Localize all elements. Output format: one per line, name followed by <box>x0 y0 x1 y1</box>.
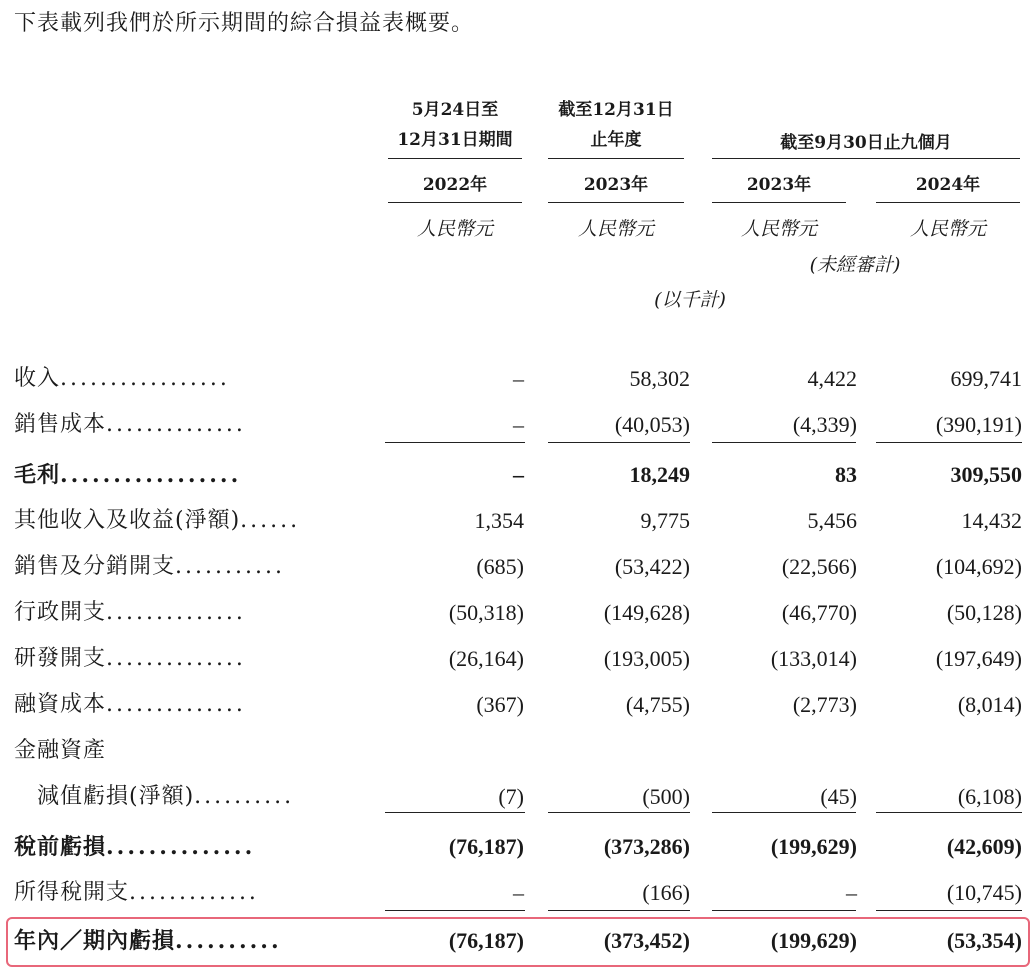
currency-label: 人民幣元 <box>577 218 654 240</box>
table-row <box>0 636 1032 682</box>
row-value: (199,629) <box>770 834 857 859</box>
leader-dots: .......... <box>175 928 282 954</box>
row-value: 5,456 <box>807 508 857 533</box>
row-label <box>14 870 356 916</box>
year-rule <box>712 202 846 203</box>
row-label-text: 其他收入及收益(淨額) <box>14 508 241 533</box>
row-label <box>14 824 356 870</box>
subtotal-rule <box>385 910 525 911</box>
subtotal-rule <box>876 910 1022 911</box>
row-label-text: 年內／期內虧損 <box>14 928 176 954</box>
row-value: (76,187) <box>448 834 524 859</box>
intro-text: 下表載列我們於所示期間的綜合損益表概要。 <box>14 11 475 36</box>
year-label: 2022年 <box>422 175 488 195</box>
row-label-text: 研發開支 <box>14 646 107 671</box>
row-value: (197,649) <box>935 646 1022 671</box>
row-label-text: 收入 <box>14 366 61 391</box>
row-value: (8,014) <box>957 692 1022 717</box>
leader-dots: ............. <box>129 880 259 905</box>
year-label: 2023年 <box>746 175 812 195</box>
row-label <box>14 728 356 774</box>
row-value: 309,550 <box>950 462 1022 487</box>
row-value: (4,339) <box>792 412 857 437</box>
highlight-box <box>6 917 1030 967</box>
row-value: (50,128) <box>946 600 1022 625</box>
subtotal-rule <box>548 910 690 911</box>
table-row <box>0 682 1032 728</box>
leader-dots: .............. <box>106 646 246 671</box>
leader-dots: ................. <box>60 462 242 488</box>
row-label-text: 行政開支 <box>14 600 107 625</box>
table-row <box>0 498 1032 544</box>
row-value: 9,775 <box>640 508 690 533</box>
leader-dots: .............. <box>106 692 246 717</box>
leader-dots: ................. <box>60 366 230 391</box>
row-label-text: 銷售及分銷開支 <box>14 554 176 579</box>
row-value: (42,609) <box>946 834 1022 859</box>
row-value: (40,053) <box>614 412 690 437</box>
table-row <box>0 590 1032 636</box>
subtotal-rule <box>876 812 1022 813</box>
row-label-text: 銷售成本 <box>14 412 107 437</box>
row-value: (166) <box>642 880 690 905</box>
row-label-text: 減值虧損(淨額) <box>14 784 195 809</box>
row-value: 699,741 <box>950 366 1022 391</box>
row-label <box>14 356 356 402</box>
row-value: (6,108) <box>957 784 1022 809</box>
leader-dots: .......... <box>194 784 295 809</box>
column-header-2022 <box>388 95 522 155</box>
row-value: (53,354) <box>946 928 1022 953</box>
row-value: 14,432 <box>961 508 1022 533</box>
currency-label: 人民幣元 <box>740 218 817 240</box>
group-header-nine-months: 截至9月30日止九個月 <box>780 133 952 153</box>
leader-dots: .............. <box>106 600 246 625</box>
row-value: (199,629) <box>770 928 857 953</box>
header-rule <box>388 158 522 159</box>
row-value: (4,755) <box>625 692 690 717</box>
row-value <box>540 728 690 774</box>
year-rule <box>388 202 522 203</box>
subtotal-rule <box>876 442 1022 443</box>
row-label <box>14 682 356 728</box>
row-label <box>14 590 356 636</box>
row-value: (46,770) <box>781 600 857 625</box>
table-row <box>0 728 1032 774</box>
row-value: (373,286) <box>603 834 690 859</box>
column-header-line: 5月24日至 <box>411 100 499 120</box>
row-label-text: 毛利 <box>14 462 61 488</box>
row-value: (500) <box>642 784 690 809</box>
row-value <box>370 728 524 774</box>
year-label: 2023年 <box>583 175 649 195</box>
row-value: – <box>513 462 524 487</box>
row-value: (149,628) <box>603 600 690 625</box>
column-header-line: 12月31日期間 <box>397 130 513 150</box>
row-value: 4,422 <box>807 366 857 391</box>
row-label <box>14 636 356 682</box>
row-value: (133,014) <box>770 646 857 671</box>
leader-dots: ...... <box>240 508 301 533</box>
row-value: (685) <box>476 554 524 579</box>
row-value: (193,005) <box>603 646 690 671</box>
subtotal-rule <box>712 910 856 911</box>
row-label-text: 稅前虧損 <box>14 834 107 860</box>
row-label <box>14 544 356 590</box>
row-value: – <box>513 366 524 391</box>
row-value: 1,354 <box>474 508 524 533</box>
table-row <box>0 824 1032 870</box>
row-value: (76,187) <box>448 928 524 953</box>
leader-dots: ........... <box>175 554 285 579</box>
subtotal-rule <box>712 812 856 813</box>
subtotal-rule <box>385 812 525 813</box>
leader-dots: .............. <box>106 834 256 860</box>
row-value: (45) <box>820 784 857 809</box>
column-header-line: 截至12月31日 <box>558 100 674 120</box>
row-value: (50,318) <box>448 600 524 625</box>
row-value: – <box>513 880 524 905</box>
currency-label: 人民幣元 <box>909 218 986 240</box>
row-value: (7) <box>498 784 524 809</box>
row-value: (10,745) <box>946 880 1022 905</box>
currency-label: 人民幣元 <box>416 218 493 240</box>
row-label <box>14 402 356 448</box>
row-label <box>14 452 356 498</box>
leader-dots: .............. <box>106 412 246 437</box>
row-value: (26,164) <box>448 646 524 671</box>
row-value: (104,692) <box>935 554 1022 579</box>
table-row <box>0 356 1032 402</box>
table-row <box>0 544 1032 590</box>
row-value: 58,302 <box>629 366 690 391</box>
row-value: (22,566) <box>781 554 857 579</box>
header-rule <box>712 158 1020 159</box>
row-value: – <box>513 412 524 437</box>
row-label-text: 金融資產 <box>14 738 107 763</box>
row-label <box>14 774 356 820</box>
row-value: – <box>846 880 857 905</box>
row-value: 18,249 <box>629 462 690 487</box>
unaudited-note: (未經審計) <box>809 254 901 276</box>
subtotal-rule <box>548 442 690 443</box>
row-value: (373,452) <box>603 928 690 953</box>
row-value <box>870 728 1022 774</box>
table-row <box>0 774 1032 820</box>
subtotal-rule <box>712 442 856 443</box>
subtotal-rule <box>385 442 525 443</box>
row-value <box>705 728 857 774</box>
row-value: (53,422) <box>614 554 690 579</box>
table-row <box>0 452 1032 498</box>
year-rule <box>548 202 684 203</box>
unit-note: (以千計) <box>654 289 726 311</box>
year-label: 2024年 <box>915 175 981 195</box>
row-value: (390,191) <box>935 412 1022 437</box>
row-value: (2,773) <box>792 692 857 717</box>
row-label <box>14 498 356 544</box>
row-value: 83 <box>835 462 857 487</box>
row-label-text: 所得稅開支 <box>14 880 130 905</box>
column-header-line: 止年度 <box>590 130 642 150</box>
header-rule <box>548 158 684 159</box>
row-label-text: 融資成本 <box>14 692 107 717</box>
row-value: (367) <box>476 692 524 717</box>
year-rule <box>876 202 1020 203</box>
column-header-2023-year <box>548 95 684 155</box>
subtotal-rule <box>548 812 690 813</box>
